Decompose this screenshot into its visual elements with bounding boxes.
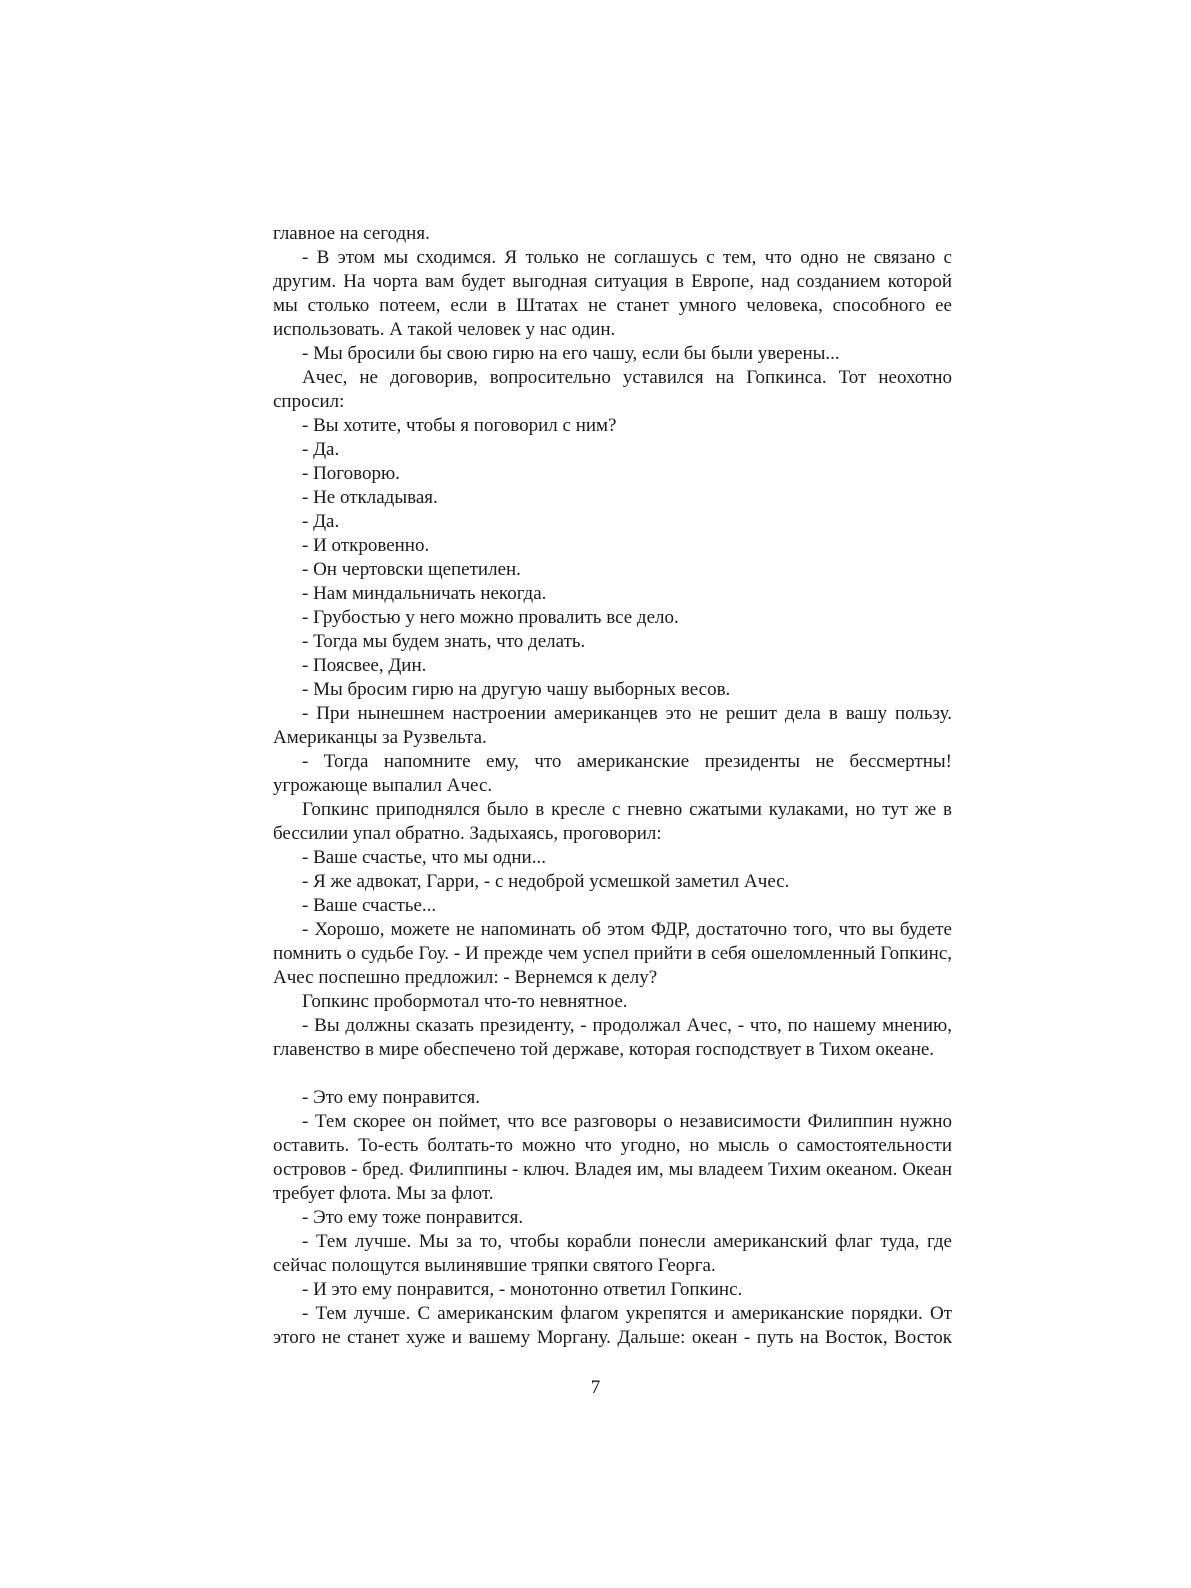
paragraph: - Мы бросили бы свою гирю на его чашу, если бы были уверены... (302, 343, 840, 364)
paragraph: - Я же адвокат, Гарри, - с недоброй усмешкой заметил Ачес. (302, 871, 790, 892)
paragraph: - Не откладывая. (302, 487, 438, 508)
paragraph: - При нынешнем настроении американцев это не решит дела в вашу пользу. Американцы за Рузвельта. (273, 703, 952, 748)
paragraph: - Тем скорее он поймет, что все разговоры о независимости Филиппин нужно оставить. То-есть болтать-то можно что угодно, но мысль о самостоятельности островов - бред. Филиппины - ключ. Владея им, мы владеем Тихим океаном. Океан требует флота. Мы за флот. (273, 1111, 952, 1204)
paragraph: Ачес, не договорив, вопросительно уставился на Гопкинса. Тот неохотно спросил: (273, 367, 952, 412)
paragraph: - Нам миндальничать некогда. (302, 583, 547, 604)
paragraph: - Мы бросим гирю на другую чашу выборных весов. (302, 679, 731, 700)
paragraph: - Поясвее, Дин. (302, 655, 427, 676)
paragraph: - Это ему тоже понравится. (302, 1207, 524, 1228)
paragraph: - Хорошо, можете не напоминать об этом ФДР, достаточно того, что вы будете помнить о судьбе Гоу. - И прежде чем успел прийти в себя ошеломленный Гопкинс, Ачес поспешно предложил: - Вернемся к делу? (273, 919, 952, 988)
paragraph: Гопкинс пробормотал что-то невнятное. (302, 991, 628, 1012)
paragraph: - Тогда мы будем знать, что делать. (302, 631, 586, 652)
paragraph: - Тем лучше. С американским флагом укрепятся и американские порядки. От этого не станет хуже и вашему Моргану. Дальше: океан - путь на Восток, Восток (273, 1303, 952, 1348)
paragraph: - Вы хотите, чтобы я поговорил с ним? (302, 415, 617, 436)
paragraph: - Вы должны сказать президенту, - продолжал Ачес, - что, по нашему мнению, главенство в мире обеспечено той державе, которая господствует в Тихом океане. (273, 1015, 952, 1060)
paragraph: - И откровенно. (302, 535, 430, 556)
page-number: 7 (590, 1377, 601, 1398)
paragraph: - Ваше счастье... (302, 895, 437, 916)
paragraph: - В этом мы сходимся. Я только не соглашусь с тем, что одно не связано с другим. На чорта вам будет выгодная ситуация в Европе, над созданием которой мы столько потеем, если в Штатах не станет умного человека, способного ее использовать. А такой человек у нас один. (273, 247, 952, 340)
paragraph-gap (273, 1062, 952, 1086)
paragraph: - Он чертовски щепетилен. (302, 559, 521, 580)
paragraph: - Это ему понравится. (302, 1087, 480, 1108)
paragraph: главное на сегодня. (273, 223, 430, 244)
paragraph: - И это ему понравится, - монотонно ответил Гопкинс. (302, 1279, 743, 1300)
body-text (273, 222, 952, 1350)
paragraph: - Тогда напомните ему, что американские президенты не бессмертны! угрожающе выпалил Ачес. (273, 751, 952, 796)
paragraph: - Грубостью у него можно провалить все дело. (302, 607, 679, 628)
paragraph: - Да. (302, 511, 340, 532)
paragraph: - Поговорю. (302, 463, 400, 484)
paragraph: - Тем лучше. Мы за то, чтобы корабли понесли американский флаг туда, где сейчас полощутся вылинявшие тряпки святого Георга. (273, 1231, 952, 1276)
paragraph: - Да. (302, 439, 340, 460)
paragraph: - Ваше счастье, что мы одни... (302, 847, 546, 868)
paragraph: Гопкинс приподнялся было в кресле с гневно сжатыми кулаками, но тут же в бессилии упал обратно. Задыхаясь, проговорил: (273, 799, 952, 844)
